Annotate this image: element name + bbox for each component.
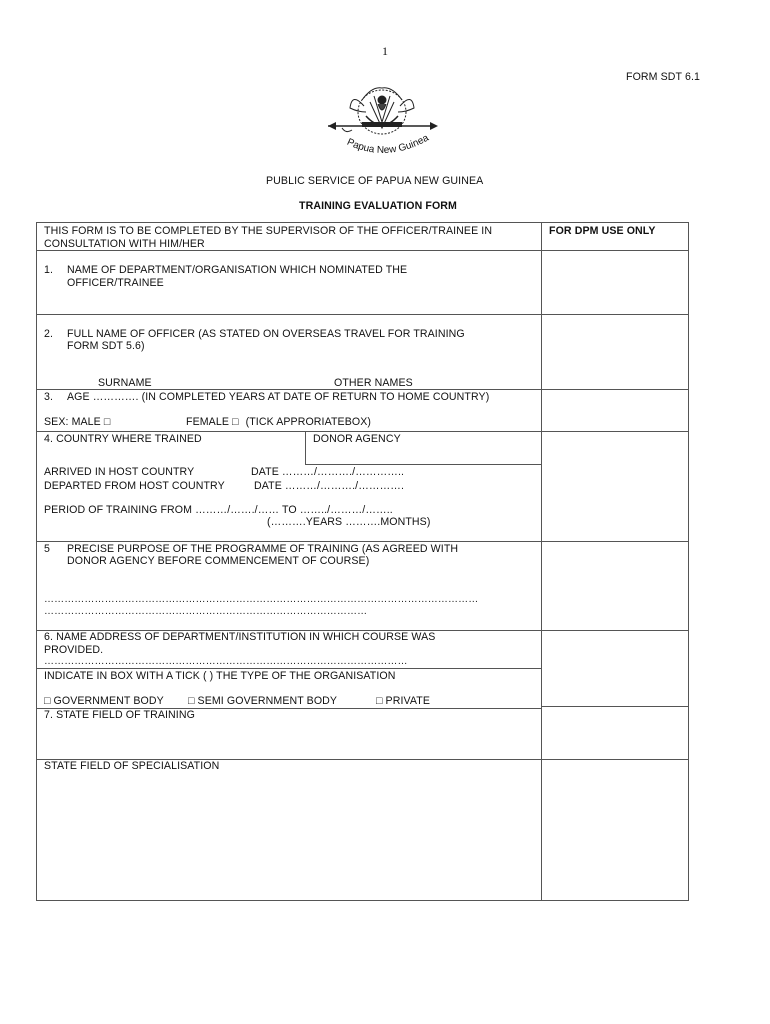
surname-label: SURNAME: [98, 377, 152, 389]
q6-answer-line[interactable]: ………………………………………………………………………………………………: [44, 656, 408, 667]
private-checkbox[interactable]: □: [376, 695, 383, 707]
papua-new-guinea-crest: [322, 82, 442, 164]
form-code: FORM SDT 6.1: [626, 71, 700, 83]
sex-male-label: SEX: MALE: [44, 416, 101, 428]
svg-text:Papua New Guinea: [345, 132, 431, 156]
training-period: PERIOD OF TRAINING FROM ………/……./…… TO ……../………/……..: [44, 504, 393, 516]
crest-caption: Papua New Guinea: [345, 132, 431, 157]
q5-number: 5: [44, 543, 50, 555]
arrived-date: DATE ………/………./…………..: [251, 466, 405, 478]
org-type-government: [44, 695, 164, 708]
org-type-private: [376, 695, 430, 708]
arrived-label: ARRIVED IN HOST COUNTRY: [44, 466, 195, 478]
org-name: PUBLIC SERVICE OF PAPUA NEW GUINEA: [266, 175, 484, 187]
q5-answer-line-2[interactable]: ……………………………………………………………………………………: [44, 606, 368, 617]
q6-line-1: 6. NAME ADDRESS OF DEPARTMENT/INSTITUTION IN WHICH COURSE WAS: [44, 631, 436, 643]
government-checkbox[interactable]: □: [44, 695, 51, 707]
page-number: 1: [382, 44, 389, 58]
q2-line-1: FULL NAME OF OFFICER (AS STATED ON OVERSEAS TRAVEL FOR TRAINING: [67, 328, 465, 340]
tick-note: (TICK APPRORIATEBOX): [245, 416, 372, 428]
donor-agency-label: DONOR AGENCY: [313, 433, 401, 445]
departed-label: DEPARTED FROM HOST COUNTRY: [44, 480, 225, 492]
q1-line-2: OFFICER/TRAINEE: [67, 277, 164, 289]
q6-line-2: PROVIDED.: [44, 644, 104, 656]
sex-female-label: FEMALE: [186, 416, 229, 428]
q7-field-of-training: 7. STATE FIELD OF TRAINING: [44, 709, 195, 721]
q2-line-2: FORM SDT 5.6): [67, 340, 145, 352]
government-label: GOVERNMENT BODY: [53, 695, 164, 707]
intro-line-2: CONSULTATION WITH HIM/HER: [44, 238, 205, 250]
q3-number: 3.: [44, 391, 54, 403]
semi-government-checkbox[interactable]: □: [188, 695, 195, 707]
private-label: PRIVATE: [385, 695, 431, 707]
years-months: (……….YEARS ……….MONTHS): [267, 516, 431, 528]
q1-number: 1.: [44, 264, 54, 276]
q5-answer-line-1[interactable]: …………………………………………………………………………………………………………………: [44, 594, 479, 605]
q2-number: 2.: [44, 328, 54, 340]
q1-line-1: NAME OF DEPARTMENT/ORGANISATION WHICH NOMINATED THE: [67, 264, 408, 276]
departed-date: DATE ………/………./………….: [254, 480, 405, 492]
female-checkbox[interactable]: □: [232, 416, 239, 428]
q5-line-1: PRECISE PURPOSE OF THE PROGRAMME OF TRAINING (AS AGREED WITH: [67, 543, 459, 555]
org-type-semi-government: [188, 695, 337, 708]
field-of-specialisation: STATE FIELD OF SPECIALISATION: [44, 760, 220, 772]
sex-row: [44, 416, 110, 429]
q4-country-label: 4. COUNTRY WHERE TRAINED: [44, 433, 202, 445]
intro-line-1: THIS FORM IS TO BE COMPLETED BY THE SUPERVISOR OF THE OFFICER/TRAINEE IN: [44, 225, 493, 237]
other-names-label: OTHER NAMES: [334, 377, 413, 389]
semi-government-label: SEMI GOVERNMENT BODY: [197, 695, 338, 707]
male-checkbox[interactable]: □: [103, 416, 111, 428]
form-title: TRAINING EVALUATION FORM: [299, 200, 457, 212]
q3-age: AGE …………. (IN COMPLETED YEARS AT DATE OF RETURN TO HOME COUNTRY): [67, 391, 490, 403]
female-row: [186, 416, 371, 429]
org-type-instruction: INDICATE IN BOX WITH A TICK ( ) THE TYPE OF THE ORGANISATION: [44, 670, 396, 682]
dpm-use-only-header: FOR DPM USE ONLY: [549, 225, 656, 237]
q5-line-2: DONOR AGENCY BEFORE COMMENCEMENT OF COURSE): [67, 555, 370, 567]
